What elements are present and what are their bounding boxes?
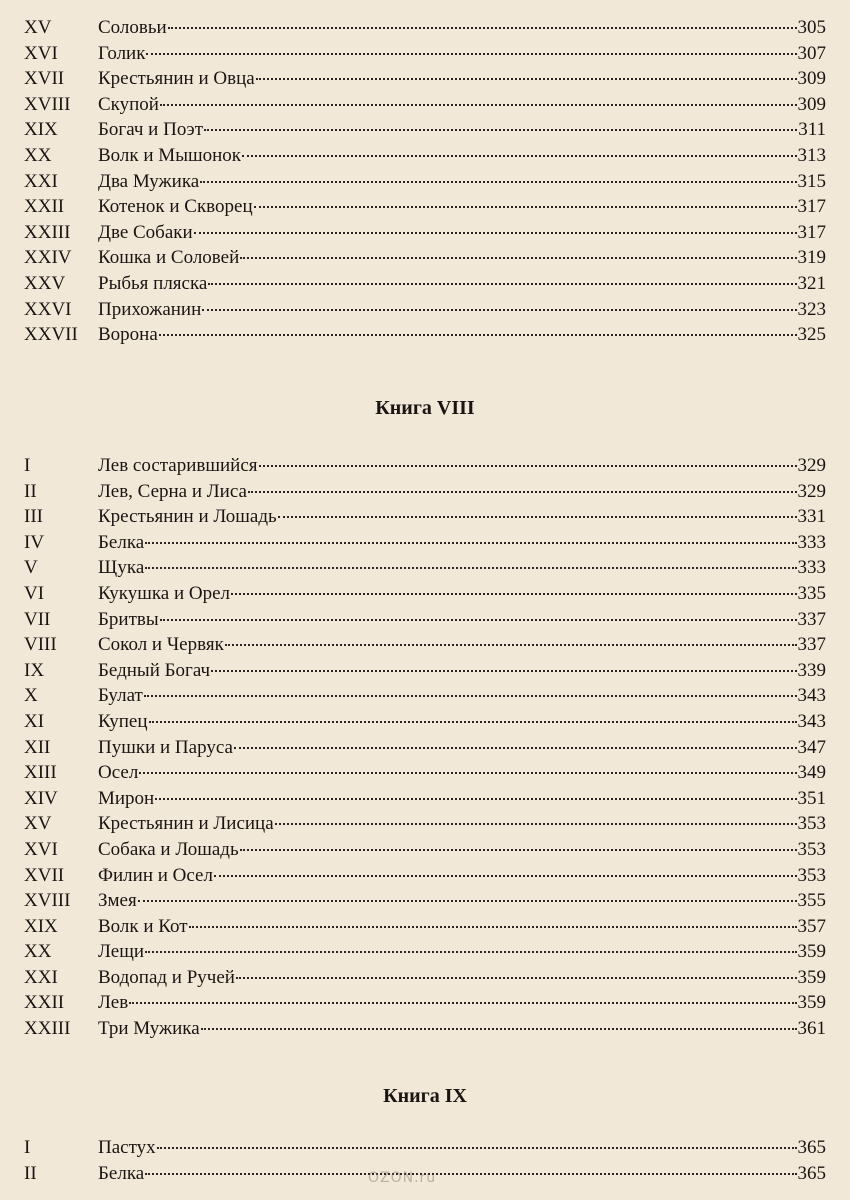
entry-number: IX xyxy=(24,659,45,681)
entry-title: Котенок и Скворец xyxy=(98,196,253,218)
toc-entry xyxy=(0,709,850,735)
entry-page-number: 343 xyxy=(797,685,826,707)
entry-number: XXI xyxy=(24,170,58,192)
toc-entry xyxy=(0,271,850,297)
entry-number: XXIV xyxy=(24,247,72,269)
entry-number: XVI xyxy=(24,42,58,64)
dot-leader xyxy=(145,541,796,544)
dot-leader xyxy=(146,52,796,55)
entry-number: XV xyxy=(24,813,52,835)
dot-leader xyxy=(145,950,797,953)
toc-entry xyxy=(0,863,850,889)
book-heading-ix: Книга IX xyxy=(383,1085,467,1107)
entry-page-number: 353 xyxy=(797,864,826,886)
entry-number: XXVII xyxy=(24,324,78,346)
entry-title: Мирон xyxy=(98,787,155,809)
toc-entry xyxy=(0,939,850,965)
entry-title: Две Собаки xyxy=(98,221,193,243)
dot-leader xyxy=(225,643,797,646)
entry-title: Лещи xyxy=(98,941,144,963)
toc-entry xyxy=(0,297,850,323)
toc-entry xyxy=(0,220,850,246)
dot-leader xyxy=(231,592,796,595)
dot-leader xyxy=(155,797,796,800)
entry-title: Лев xyxy=(98,992,129,1014)
entry-title: Голик xyxy=(98,42,146,64)
dot-leader xyxy=(275,822,797,825)
entry-page-number: 313 xyxy=(797,144,826,166)
entry-page-number: 343 xyxy=(797,710,826,732)
entry-number: I xyxy=(24,1137,31,1158)
toc-entry xyxy=(0,194,850,220)
entry-title: Пастух xyxy=(98,1137,156,1158)
entry-title: Водопад и Ручей xyxy=(98,966,235,988)
entry-number: XXI xyxy=(24,966,58,988)
entry-number: XXV xyxy=(24,272,66,294)
entry-title: Щука xyxy=(98,557,145,579)
dot-leader xyxy=(160,103,797,106)
entry-page-number: 337 xyxy=(797,634,826,656)
entry-title: Скупой xyxy=(98,93,159,115)
entry-title: Кукушка и Орел xyxy=(98,582,231,604)
entry-number: XIII xyxy=(24,762,57,784)
entry-number: XVII xyxy=(24,864,65,886)
entry-number: XX xyxy=(24,941,52,963)
entry-page-number: 325 xyxy=(797,324,826,346)
entry-page-number: 353 xyxy=(797,838,826,860)
entry-title: Кошка и Соловей xyxy=(98,247,240,269)
entry-number: III xyxy=(24,506,43,528)
dot-leader xyxy=(129,1001,796,1004)
toc-entry xyxy=(0,92,850,118)
entry-title: Ворона xyxy=(98,324,158,346)
dot-leader xyxy=(160,618,797,621)
entry-title: Крестьянин и Лисица xyxy=(98,813,274,835)
entry-number: XI xyxy=(24,710,45,732)
toc-entry xyxy=(0,41,850,67)
entry-page-number: 365 xyxy=(797,1137,826,1158)
entry-page-number: 337 xyxy=(797,608,826,630)
toc-entry xyxy=(0,837,850,863)
toc-entry xyxy=(0,479,850,505)
dot-leader xyxy=(259,464,797,467)
entry-page-number: 335 xyxy=(797,582,826,604)
toc-entry xyxy=(0,143,850,169)
dot-leader xyxy=(242,154,797,157)
entry-page-number: 355 xyxy=(797,890,826,912)
entry-title: Волк и Кот xyxy=(98,915,188,937)
entry-title: Три Мужика xyxy=(98,1018,200,1040)
toc-entry xyxy=(0,811,850,837)
entry-page-number: 321 xyxy=(797,272,826,294)
toc-entry xyxy=(0,504,850,530)
dot-leader xyxy=(145,1172,796,1175)
entry-number: VII xyxy=(24,608,51,630)
entry-page-number: 309 xyxy=(797,93,826,115)
entry-number: II xyxy=(24,480,37,502)
toc-entry xyxy=(0,169,850,195)
entry-number: XVII xyxy=(24,68,65,90)
entry-number: XX xyxy=(24,144,52,166)
toc-entry xyxy=(0,66,850,92)
toc-entry xyxy=(0,914,850,940)
toc-entry xyxy=(0,15,850,41)
entry-number: VIII xyxy=(24,634,57,656)
entry-number: XXVI xyxy=(24,298,72,320)
dot-leader xyxy=(138,899,797,902)
toc-section-book-viii xyxy=(0,453,850,1042)
entry-page-number: 333 xyxy=(797,557,826,579)
dot-leader xyxy=(211,669,796,672)
entry-page-number: 331 xyxy=(797,506,826,528)
toc-entry xyxy=(0,658,850,684)
entry-page-number: 333 xyxy=(797,531,826,553)
dot-leader xyxy=(139,771,796,774)
entry-number: I xyxy=(24,455,31,476)
toc-entry xyxy=(0,1135,850,1161)
entry-number: XXII xyxy=(24,992,65,1014)
entry-number: XXII xyxy=(24,196,65,218)
entry-number: XXIII xyxy=(24,1018,71,1040)
entry-number: XVI xyxy=(24,838,58,860)
entry-number: X xyxy=(24,685,38,707)
entry-number: IV xyxy=(24,531,45,553)
dot-leader xyxy=(214,874,797,877)
dot-leader xyxy=(240,848,797,851)
entry-page-number: 317 xyxy=(797,196,826,218)
entry-page-number: 359 xyxy=(797,992,826,1014)
entry-number: VI xyxy=(24,582,45,604)
entry-page-number: 309 xyxy=(797,68,826,90)
entry-number: V xyxy=(24,557,38,579)
toc-entry xyxy=(0,990,850,1016)
dot-leader xyxy=(234,746,797,749)
entry-number: II xyxy=(24,1162,37,1184)
entry-title: Собака и Лошадь xyxy=(98,838,239,860)
dot-leader xyxy=(157,1146,797,1149)
entry-title: Крестьянин и Лошадь xyxy=(98,506,277,528)
dot-leader xyxy=(194,231,797,234)
entry-title: Сокол и Червяк xyxy=(98,634,224,656)
toc-entry xyxy=(0,735,850,761)
entry-title: Булат xyxy=(98,685,143,707)
entry-number: XVIII xyxy=(24,93,71,115)
entry-title: Рыбья пляска xyxy=(98,272,208,294)
toc-entry xyxy=(0,607,850,633)
entry-page-number: 305 xyxy=(797,17,826,38)
dot-leader xyxy=(254,205,797,208)
entry-number: XXIII xyxy=(24,221,71,243)
dot-leader xyxy=(278,515,797,518)
entry-title: Лев состарившийся xyxy=(98,455,258,476)
entry-number: XIV xyxy=(24,787,58,809)
entry-title: Лев, Серна и Лиса xyxy=(98,480,247,502)
dot-leader xyxy=(149,720,797,723)
toc-entry xyxy=(0,1016,850,1042)
toc-entry xyxy=(0,786,850,812)
toc-entry xyxy=(0,965,850,991)
toc-entry xyxy=(0,322,850,348)
book-heading-viii: Книга VIII xyxy=(375,397,475,419)
dot-leader xyxy=(144,694,797,697)
entry-page-number: 307 xyxy=(797,42,826,64)
entry-page-number: 347 xyxy=(797,736,826,758)
entry-page-number: 329 xyxy=(797,455,826,476)
entry-title: Соловьи xyxy=(98,17,167,38)
toc-entry xyxy=(0,245,850,271)
toc-entry xyxy=(0,632,850,658)
dot-leader xyxy=(240,256,796,259)
dot-leader xyxy=(159,333,797,336)
entry-title: Пушки и Паруса xyxy=(98,736,233,758)
entry-page-number: 329 xyxy=(797,480,826,502)
watermark-logo: OZON.ru xyxy=(368,1170,437,1186)
dot-leader xyxy=(201,1027,797,1030)
toc-entry xyxy=(0,117,850,143)
entry-page-number: 319 xyxy=(797,247,826,269)
toc-entry xyxy=(0,888,850,914)
entry-title: Филин и Осел xyxy=(98,864,213,886)
entry-title: Два Мужика xyxy=(98,170,200,192)
entry-title: Белка xyxy=(98,1162,145,1184)
toc-entry xyxy=(0,530,850,556)
entry-number: XIX xyxy=(24,119,58,141)
entry-title: Белка xyxy=(98,531,145,553)
entry-title: Купец xyxy=(98,710,148,732)
entry-page-number: 317 xyxy=(797,221,826,243)
entry-number: XV xyxy=(24,17,52,38)
entry-title: Богач и Поэт xyxy=(98,119,204,141)
toc-entry xyxy=(0,581,850,607)
dot-leader xyxy=(200,180,796,183)
dot-leader xyxy=(202,308,796,311)
entry-page-number: 359 xyxy=(797,966,826,988)
entry-page-number: 349 xyxy=(797,762,826,784)
dot-leader xyxy=(256,77,797,80)
entry-page-number: 311 xyxy=(798,119,826,141)
entry-number: XIX xyxy=(24,915,58,937)
entry-page-number: 351 xyxy=(797,787,826,809)
dot-leader xyxy=(236,976,797,979)
entry-number: XVIII xyxy=(24,890,71,912)
dot-leader xyxy=(248,490,797,493)
dot-leader xyxy=(168,26,797,29)
dot-leader xyxy=(189,925,797,928)
entry-page-number: 315 xyxy=(797,170,826,192)
entry-title: Волк и Мышонок xyxy=(98,144,241,166)
dot-leader xyxy=(145,566,796,569)
entry-page-number: 357 xyxy=(797,915,826,937)
entry-title: Бритвы xyxy=(98,608,159,630)
entry-page-number: 365 xyxy=(797,1162,826,1184)
toc-section-book-vii xyxy=(0,15,850,348)
toc-entry xyxy=(0,453,850,479)
entry-title: Змея xyxy=(98,890,137,912)
entry-page-number: 323 xyxy=(797,298,826,320)
dot-leader xyxy=(204,128,797,131)
entry-title: Осел xyxy=(98,762,139,784)
entry-page-number: 353 xyxy=(797,813,826,835)
entry-title: Прихожанин xyxy=(98,298,202,320)
toc-entry xyxy=(0,555,850,581)
dot-leader xyxy=(208,282,796,285)
entry-title: Бедный Богач xyxy=(98,659,211,681)
toc-entry xyxy=(0,683,850,709)
entry-page-number: 361 xyxy=(797,1018,826,1040)
entry-page-number: 339 xyxy=(797,659,826,681)
entry-page-number: 359 xyxy=(797,941,826,963)
entry-title: Крестьянин и Овца xyxy=(98,68,255,90)
entry-number: XII xyxy=(24,736,51,758)
toc-entry xyxy=(0,760,850,786)
